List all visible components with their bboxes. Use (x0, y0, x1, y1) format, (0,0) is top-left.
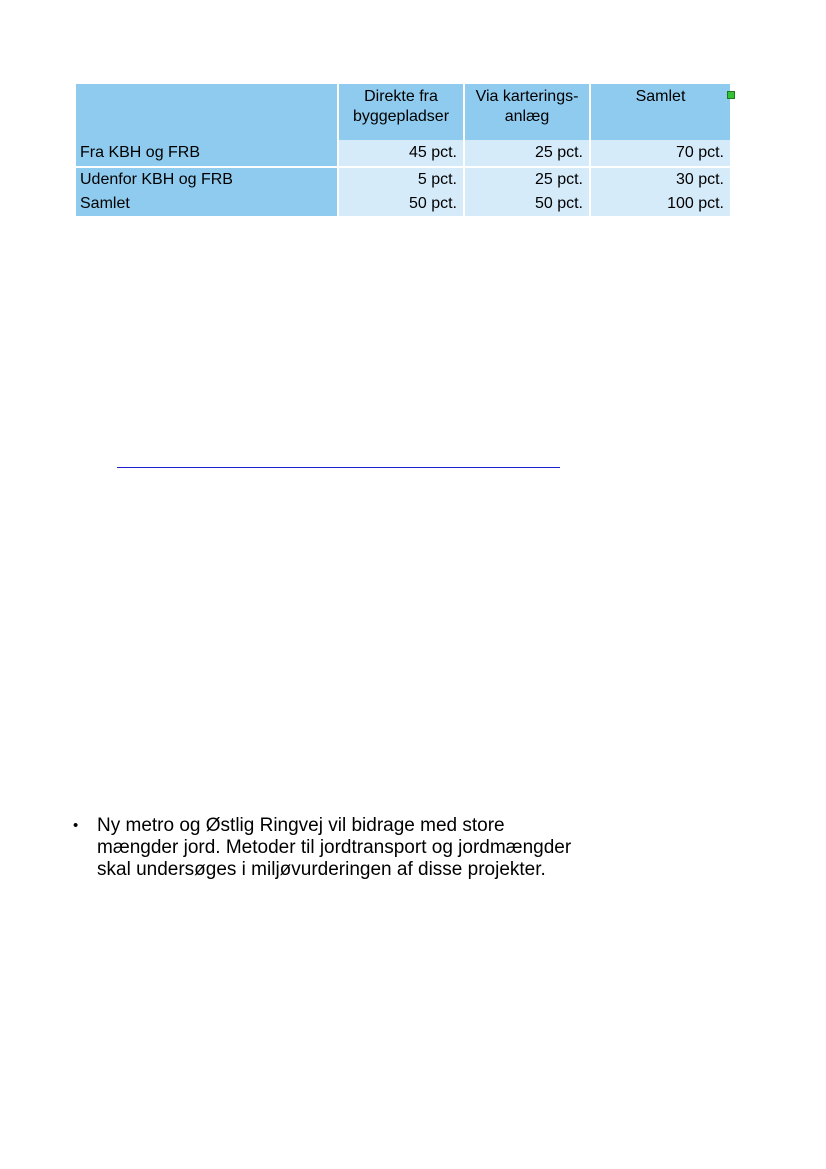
header-via-line2: anlæg (504, 108, 550, 125)
header-direkte (338, 84, 464, 140)
cell-value: 30 pct. (590, 167, 730, 192)
cell-value: 50 pct. (338, 192, 464, 216)
row-label: Udenfor KBH og FRB (76, 167, 338, 192)
cell-value: 70 pct. (590, 140, 730, 167)
row-label: Samlet (76, 192, 338, 216)
table-row (76, 192, 730, 216)
cell-value: 5 pct. (338, 167, 464, 192)
cell-value: 100 pct. (590, 192, 730, 216)
bullet-text: Ny metro og Østlig Ringvej vil bidrage med store mængder jord. Metoder til jordtransport og jordmængder skal undersøges i miljøvurderingen af disse projekter. (97, 815, 572, 880)
hyperlink-underline[interactable] (117, 467, 560, 468)
cell-value: 45 pct. (338, 140, 464, 167)
bullet-list (70, 815, 590, 881)
list-item (70, 815, 590, 881)
bullet-icon: • (73, 817, 79, 834)
table-row (76, 140, 730, 167)
soil-distribution-table (76, 84, 730, 216)
row-label: Fra KBH og FRB (76, 140, 338, 167)
header-samlet (590, 84, 730, 140)
header-empty-cell (76, 84, 338, 140)
header-samlet-line1: Samlet (635, 88, 686, 105)
header-direkte-line1: Direkte fra (364, 88, 438, 105)
cell-value: 25 pct. (464, 167, 590, 192)
header-via (464, 84, 590, 140)
header-direkte-line2: byggepladser (352, 108, 450, 125)
table-row (76, 167, 730, 192)
header-via-line1: Via karterings- (475, 88, 579, 105)
table-header-row (76, 84, 730, 140)
cell-value: 25 pct. (464, 140, 590, 167)
table-resize-handle[interactable] (727, 91, 735, 99)
cell-value: 50 pct. (464, 192, 590, 216)
